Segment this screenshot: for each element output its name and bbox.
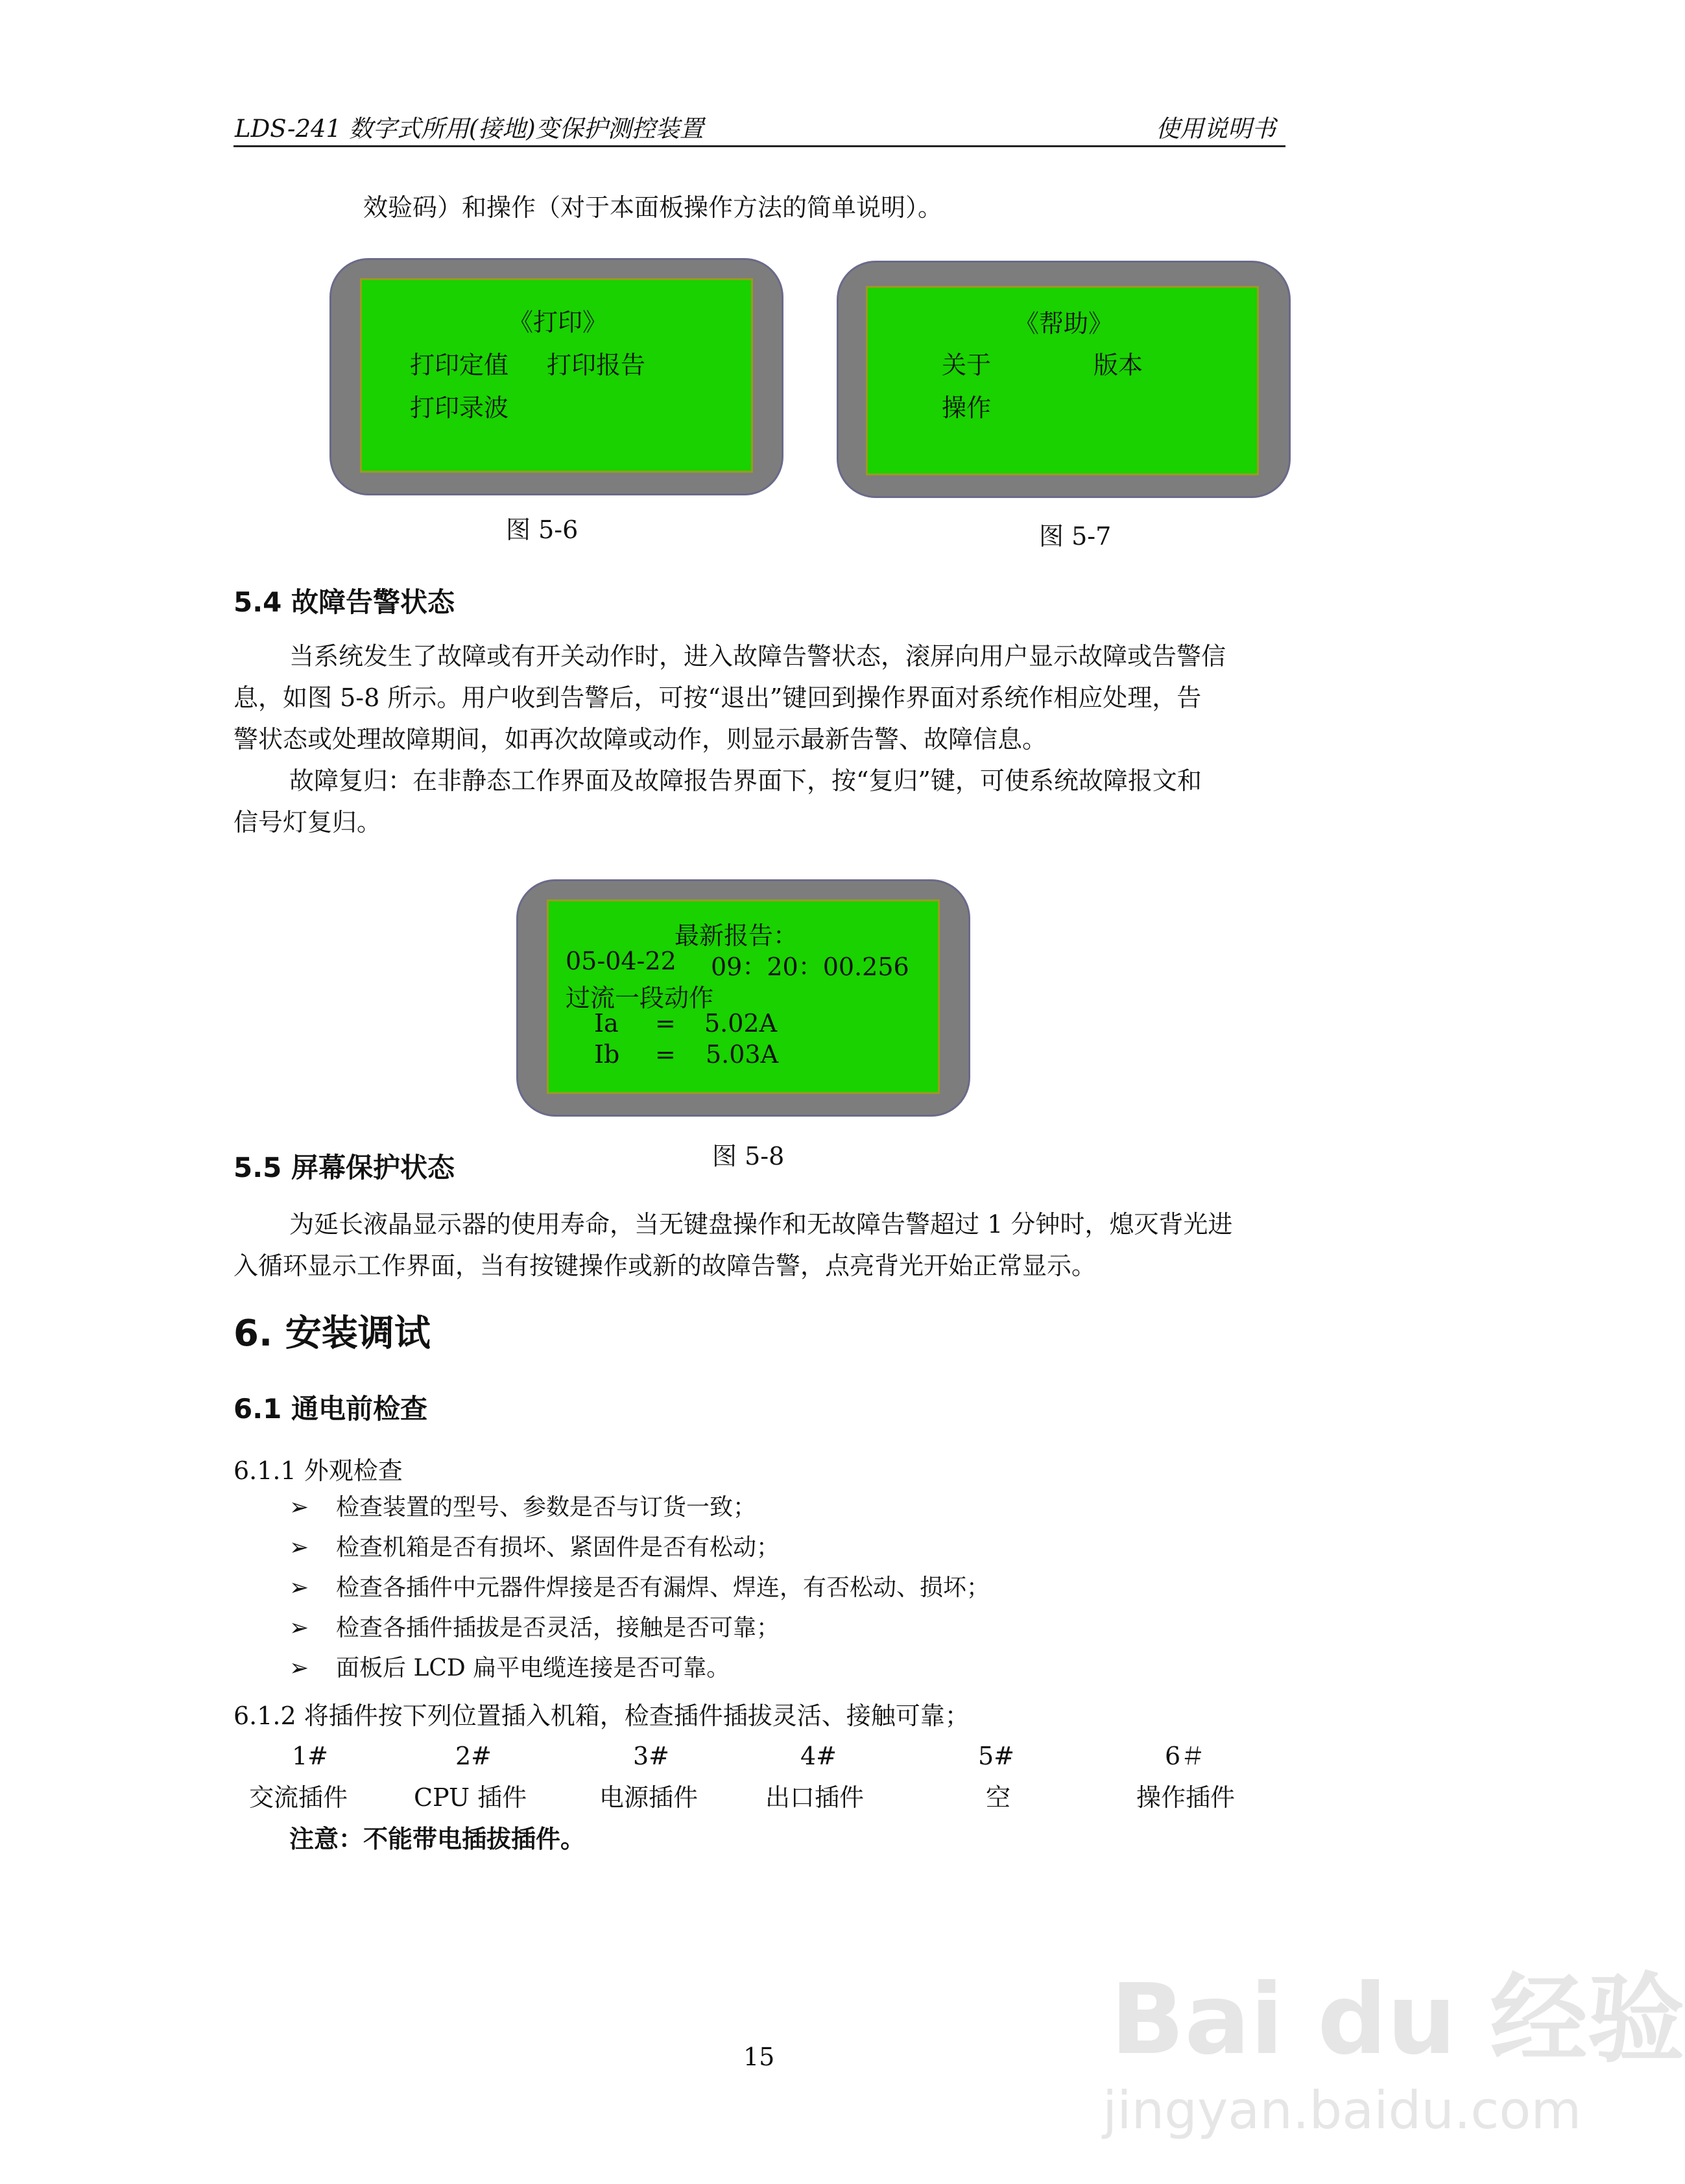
paragraph-line: 息，如图 5-8 所示。用户收到告警后，可按“退出”键回到操作界面对系统作相应处理，告 — [233, 683, 1202, 712]
paragraph-line: 为延长液晶显示器的使用寿命，当无键盘操作和无故障告警超过 1 分钟时，熄灭背光进 — [289, 1210, 1233, 1239]
list-item: ➢ 检查各插件插拔是否灵活，接触是否可靠； — [289, 1615, 780, 1641]
list-item: ➢ 检查各插件中元器件焊接是否有漏焊、焊连，有否松动、损坏； — [289, 1574, 990, 1601]
menu-item-print-settings: 打印定值 — [410, 351, 509, 379]
subsection-title: 6.1.2 将插件按下列位置插入机箱，检查插件插拔灵活、接触可靠； — [233, 1702, 970, 1730]
section-heading: 6.1 通电前检查 — [233, 1393, 428, 1425]
lcd-fault-report — [516, 879, 970, 1117]
menu-item-print-report: 打印报告 — [547, 351, 646, 379]
paragraph-line: 警状态或处理故障期间，如再次故障或动作，则显示最新告警、故障信息。 — [233, 725, 1047, 754]
arrow-bullet-icon: ➢ — [289, 1534, 309, 1561]
list-item: ➢ 面板后 LCD 扁平电缆连接是否可靠。 — [289, 1655, 730, 1681]
figure-caption: 图 5-7 — [1039, 522, 1112, 551]
intro-line: 效验码）和操作（对于本面板操作方法的简单说明）。 — [363, 193, 943, 222]
arrow-bullet-icon: ➢ — [289, 1655, 309, 1681]
slot-number: 4# — [800, 1742, 837, 1770]
lcd-screen — [866, 286, 1259, 475]
arrow-bullet-icon: ➢ — [289, 1615, 309, 1641]
phase-a-current: 5.02A — [704, 1009, 778, 1038]
plugin-name: 电源插件 — [599, 1783, 699, 1812]
lcd-print-menu — [329, 258, 783, 495]
menu-item-about: 关于 — [942, 351, 992, 379]
slot-number: 1# — [292, 1742, 329, 1770]
plugin-name: 交流插件 — [249, 1783, 348, 1812]
slot-number: 3# — [633, 1742, 670, 1770]
equals-sign: = — [655, 1040, 676, 1069]
baidu-watermark-logo: Bai du 经验 — [1110, 1964, 1685, 2076]
lcd-screen — [360, 278, 753, 473]
menu-item-print-waveform: 打印录波 — [410, 394, 509, 422]
header-title: LDS-241 数字式所用(接地)变保护测控装置 — [235, 115, 704, 143]
report-title: 最新报告： — [675, 921, 798, 950]
watermark-url: jingyan.baidu.com — [1103, 2080, 1582, 2141]
section-heading: 5.5 屏幕保护状态 — [233, 1152, 455, 1183]
report-time: 09：20：00.256 — [711, 953, 909, 981]
menu-item-operation: 操作 — [942, 394, 992, 422]
section-heading: 5.4 故障告警状态 — [233, 586, 455, 618]
chapter-heading: 6. 安装调试 — [233, 1312, 431, 1355]
page-number: 15 — [743, 2043, 775, 2071]
plugin-name: CPU 插件 — [414, 1783, 527, 1812]
plugin-name: 操作插件 — [1136, 1783, 1236, 1812]
header-rule — [233, 145, 1285, 147]
lcd-help-menu — [837, 261, 1291, 498]
paragraph-line: 入循环显示工作界面，当有按键操作或新的故障告警，点亮背光开始正常显示。 — [233, 1252, 1097, 1280]
lcd-screen — [547, 899, 940, 1094]
list-item: ➢ 检查机箱是否有损坏、紧固件是否有松动； — [289, 1534, 780, 1561]
phase-b-label: Ib — [594, 1040, 620, 1069]
header-doc-type: 使用说明书 — [1156, 115, 1276, 143]
paragraph-line: 当系统发生了故障或有开关动作时，进入故障告警状态，滚屏向用户显示故障或告警信 — [289, 642, 1226, 671]
equals-sign: = — [655, 1009, 676, 1038]
warning-note: 注意：不能带电插拔插件。 — [289, 1824, 586, 1853]
slot-number: 6＃ — [1165, 1742, 1206, 1770]
arrow-bullet-icon: ➢ — [289, 1574, 309, 1601]
lcd-menu-title: 《打印》 — [508, 308, 608, 337]
slot-number: 2# — [455, 1742, 492, 1770]
paragraph-line: 故障复归：在非静态工作界面及故障报告界面下，按“复归”键，可使系统故障报文和 — [289, 766, 1202, 795]
phase-b-current: 5.03A — [706, 1040, 779, 1069]
arrow-bullet-icon: ➢ — [289, 1494, 309, 1521]
plugin-name: 空 — [986, 1783, 1011, 1812]
subsection-title: 6.1.1 外观检查 — [233, 1456, 403, 1485]
report-event: 过流一段动作 — [566, 984, 714, 1012]
figure-caption: 图 5-6 — [506, 516, 579, 544]
figure-caption: 图 5-8 — [712, 1142, 785, 1170]
plugin-name: 出口插件 — [765, 1783, 865, 1812]
paragraph-line: 信号灯复归。 — [233, 808, 382, 837]
menu-item-version: 版本 — [1093, 351, 1143, 379]
phase-a-label: Ia — [594, 1009, 619, 1038]
report-date: 05-04-22 — [566, 947, 676, 975]
list-item: ➢ 检查装置的型号、参数是否与订货一致； — [289, 1494, 757, 1521]
lcd-menu-title: 《帮助》 — [1014, 309, 1114, 338]
slot-number: 5# — [978, 1742, 1015, 1770]
